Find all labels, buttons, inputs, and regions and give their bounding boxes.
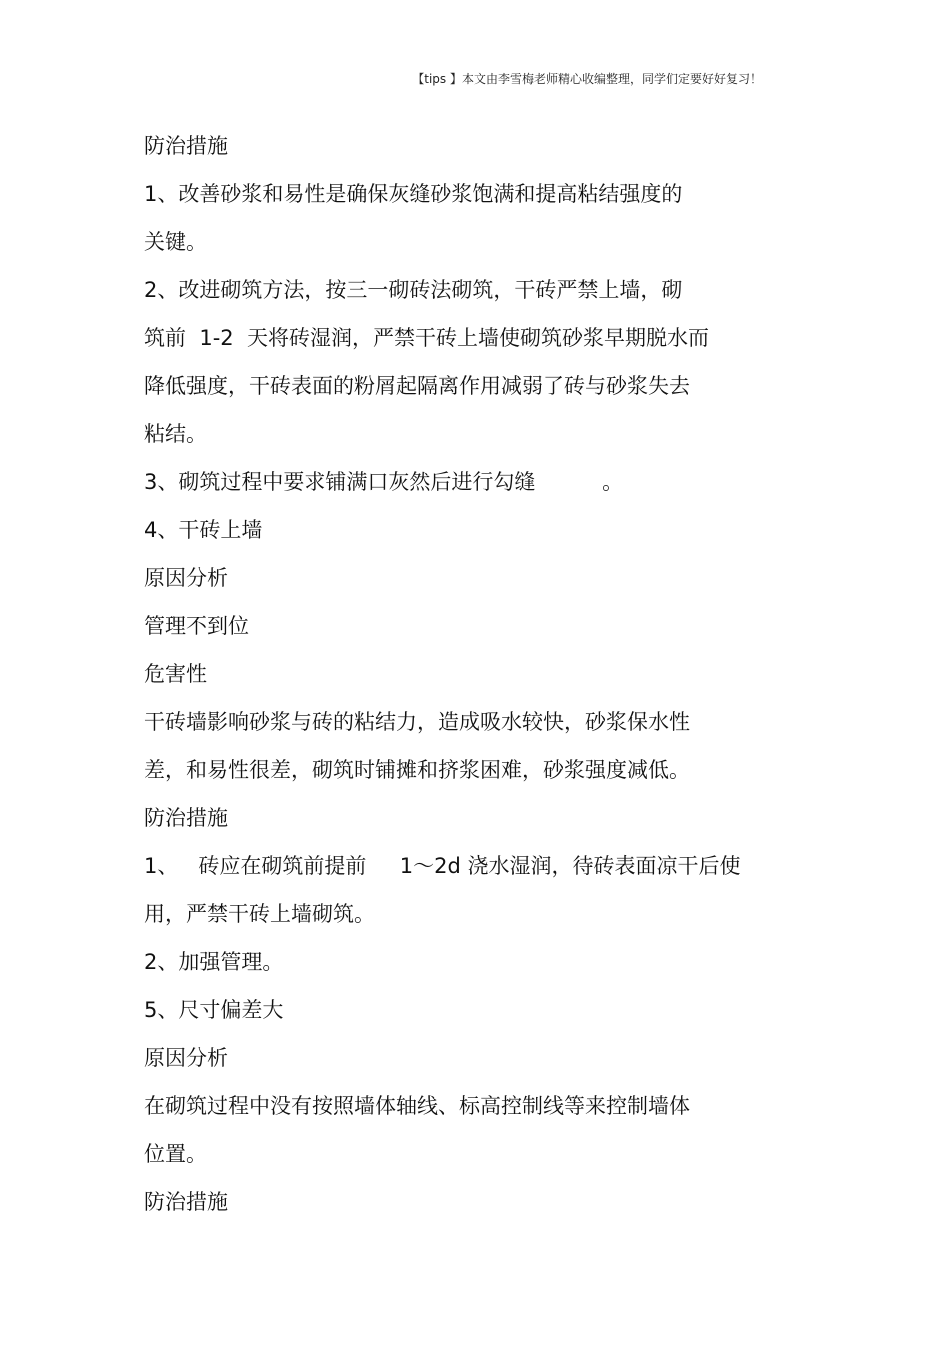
paragraph-line: 干砖墙影响砂浆与砖的粘结力，造成吸水较快，砂浆保水性: [144, 710, 690, 734]
section-heading: 原因分析: [144, 566, 228, 590]
paragraph-line: 关键。: [144, 230, 207, 254]
paragraph-line: 降低强度，干砖表面的粉屑起隔离作用减弱了砖与砂浆失去: [144, 374, 690, 398]
paragraph-line: 2、改进砌筑方法，按三一砌砖法砌筑，干砖严禁上墙，砌: [144, 278, 683, 302]
paragraph-line: 在砌筑过程中没有按照墙体轴线、标高控制线等来控制墙体: [144, 1094, 690, 1118]
section-heading: 5、尺寸偏差大: [144, 998, 284, 1022]
paragraph-line: 1、 砖应在砌筑前提前 1～2d 浇水湿润，待砖表面凉干后使: [144, 854, 741, 878]
paragraph-line: 2、加强管理。: [144, 950, 284, 974]
paragraph-line: 管理不到位: [144, 614, 249, 638]
paragraph-line: 1、改善砂浆和易性是确保灰缝砂浆饱满和提高粘结强度的: [144, 182, 683, 206]
section-heading: 防治措施: [144, 806, 228, 830]
paragraph-line: 用，严禁干砖上墙砌筑。: [144, 902, 375, 926]
paragraph-line: 位置。: [144, 1142, 207, 1166]
section-heading: 原因分析: [144, 1046, 228, 1070]
section-heading: 防治措施: [144, 1190, 228, 1214]
paragraph-line: 粘结。: [144, 422, 207, 446]
paragraph-line: 差，和易性很差，砌筑时铺摊和挤浆困难，砂浆强度减低。: [144, 758, 690, 782]
section-heading: 危害性: [144, 662, 207, 686]
header-tip: 【tips 】本文由李雪梅老师精心收编整理，同学们定要好好复习！: [412, 72, 762, 86]
section-heading: 防治措施: [144, 134, 228, 158]
paragraph-line: 3、砌筑过程中要求铺满口灰然后进行勾缝 。: [144, 470, 624, 494]
section-heading: 4、干砖上墙: [144, 518, 263, 542]
paragraph-line: 筑前 1-2 天将砖湿润，严禁干砖上墙使砌筑砂浆早期脱水而: [144, 326, 709, 350]
